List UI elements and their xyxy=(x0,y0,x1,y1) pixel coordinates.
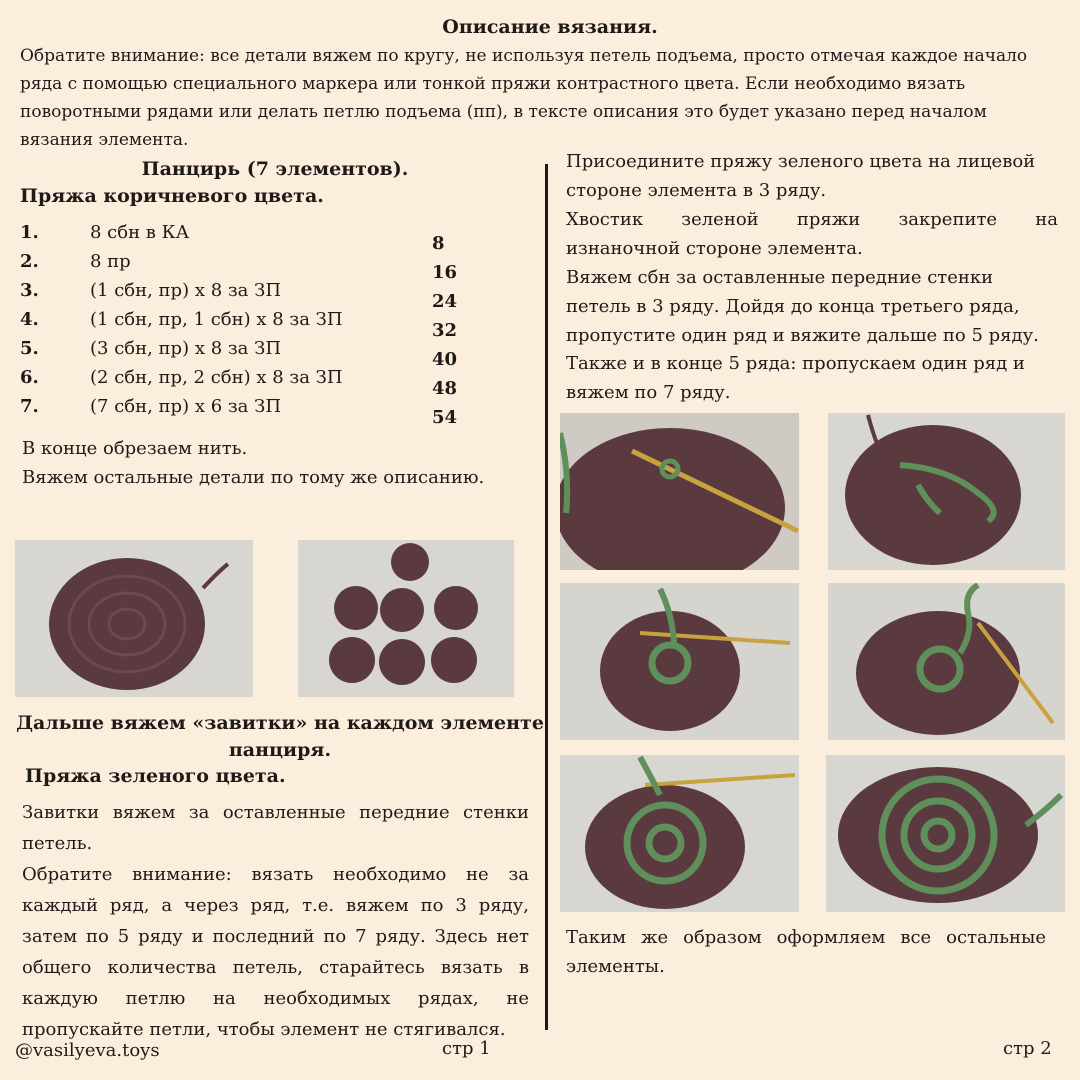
author-handle: @vasilyeva.toys xyxy=(15,1040,160,1061)
swirl-paragraph-1 xyxy=(22,797,529,859)
stitch-count: 54 xyxy=(432,407,458,428)
paragraph-line: элементы. xyxy=(566,956,665,977)
swirl-heading-line: панциря. xyxy=(228,739,332,761)
pattern-row xyxy=(20,305,420,334)
row-number: 6. xyxy=(20,367,39,388)
paragraph-line: Вяжем сбн за оставленные передние стенки xyxy=(566,267,994,288)
pattern-row xyxy=(20,218,420,247)
row-instruction: (7 сбн, пр) х 6 за ЗП xyxy=(90,396,282,417)
stitch-count: 8 xyxy=(432,233,445,254)
page-number-2: стр 2 xyxy=(1003,1038,1052,1059)
row-instruction: (3 сбн, пр) х 8 за ЗП xyxy=(90,338,282,359)
photo-hook-in-disc-closeup xyxy=(560,413,799,570)
section-title: Панцирь (7 элементов). xyxy=(141,158,409,180)
row-number: 3. xyxy=(20,280,39,301)
paragraph-line: Хвостик зеленой пряжи закрепите на xyxy=(566,209,1058,230)
paragraph-line: Также и в конце 5 ряда: пропускаем один ряд и xyxy=(566,353,1025,374)
row-instruction: (1 сбн, пр, 1 сбн) х 8 за ЗП xyxy=(90,309,343,330)
swirl-paragraph-2 xyxy=(22,859,529,1045)
stitch-count: 40 xyxy=(432,349,458,370)
paragraph-line: пропустите один ряд и вяжите дальше по 5 ряду. xyxy=(566,325,1039,346)
paragraph-line: петель в 3 ряду. Дойдя до конца третьего ряда, xyxy=(566,296,1020,317)
row-number: 5. xyxy=(20,338,39,359)
yarn-green-heading: Пряжа зеленого цвета. xyxy=(25,765,286,787)
paragraph-line: затем по 5 ряду и последний по 7 ряду. Здесь нет xyxy=(22,926,529,947)
photo-seven-brown-discs xyxy=(298,540,514,697)
row-instruction: (2 сбн, пр, 2 сбн) х 8 за ЗП xyxy=(90,367,343,388)
pattern-row xyxy=(20,334,420,363)
photo-green-swirl-start xyxy=(560,583,799,740)
photo-green-swirl-two-rounds xyxy=(560,755,799,912)
yarn-brown-heading: Пряжа коричневого цвета. xyxy=(20,185,324,207)
right-paragraph-5 xyxy=(566,923,1046,981)
paragraph-line: Присоедините пряжу зеленого цвета на лицевой xyxy=(566,151,1036,172)
row-number: 2. xyxy=(20,251,39,272)
paragraph-line: Завитки вяжем за оставленные передние стенки xyxy=(22,802,529,823)
stitch-count: 32 xyxy=(432,320,458,341)
photo-single-brown-disc xyxy=(15,540,253,697)
stitch-counts xyxy=(432,229,457,432)
row-instruction: (1 сбн, пр) х 8 за ЗП xyxy=(90,280,282,301)
photo-green-swirl-progress xyxy=(828,583,1065,740)
swirl-heading xyxy=(15,710,545,764)
note-line: Вяжем остальные детали по тому же описанию. xyxy=(22,467,485,488)
right-paragraph-4 xyxy=(566,349,1058,407)
intro-line: поворотными рядами или делать петлю подъема (пп), в тексте описания это будет указано перед началом xyxy=(20,102,987,122)
swirl-heading-line: Дальше вяжем «завитки» на каждом элементе xyxy=(16,712,544,734)
paragraph-line: каждый ряд, а через ряд, т.е. вяжем по 3 ряду, xyxy=(22,895,529,916)
paragraph-line: пропускайте петли, чтобы элемент не стягивался. xyxy=(22,1019,506,1040)
paragraph-line: каждую петлю на необходимых рядах, не xyxy=(22,988,529,1009)
right-paragraph-2 xyxy=(566,205,1058,263)
row-number: 7. xyxy=(20,396,39,417)
photo-disc-green-tail xyxy=(828,413,1065,570)
row-number: 1. xyxy=(20,222,39,243)
stitch-count: 16 xyxy=(432,262,458,283)
right-paragraph-3 xyxy=(566,263,1058,350)
right-paragraph-1 xyxy=(566,147,1058,205)
paragraph-line: изнаночной стороне элемента. xyxy=(566,238,863,259)
paragraph-line: стороне элемента в 3 ряду. xyxy=(566,180,827,201)
paragraph-line: Таким же образом оформляем все остальные xyxy=(566,927,1046,948)
pattern-row xyxy=(20,276,420,305)
row-number: 4. xyxy=(20,309,39,330)
pattern-row xyxy=(20,363,420,392)
column-divider xyxy=(545,164,548,1030)
row-instruction: 8 пр xyxy=(90,251,131,272)
intro-text xyxy=(20,42,1068,154)
note-line: В конце обрезаем нить. xyxy=(22,438,248,459)
photo-green-swirl-finished xyxy=(826,755,1065,912)
paragraph-line: вяжем по 7 ряду. xyxy=(566,382,731,403)
pattern-rows xyxy=(20,218,420,421)
stitch-count: 24 xyxy=(432,291,458,312)
pattern-row xyxy=(20,247,420,276)
paragraph-line: Обратите внимание: вязать необходимо не за xyxy=(22,864,529,885)
intro-line: ряда с помощью специального маркера или тонкой пряжи контрастного цвета. Если необходимо вязать xyxy=(20,74,966,94)
intro-line: вязания элемента. xyxy=(20,130,189,150)
intro-line: Обратите внимание: все детали вяжем по кругу, не используя петель подъема, просто отмечая каждое начало xyxy=(20,46,1028,66)
paragraph-line: общего количества петель, старайтесь вязать в xyxy=(22,957,529,978)
stitch-count: 48 xyxy=(432,378,458,399)
note-text xyxy=(22,434,484,492)
paragraph-line: петель. xyxy=(22,833,93,854)
row-instruction: 8 сбн в КА xyxy=(90,222,190,243)
page-number-1: стр 1 xyxy=(442,1038,491,1059)
pattern-row xyxy=(20,392,420,421)
page-title: Описание вязания. xyxy=(442,16,658,38)
